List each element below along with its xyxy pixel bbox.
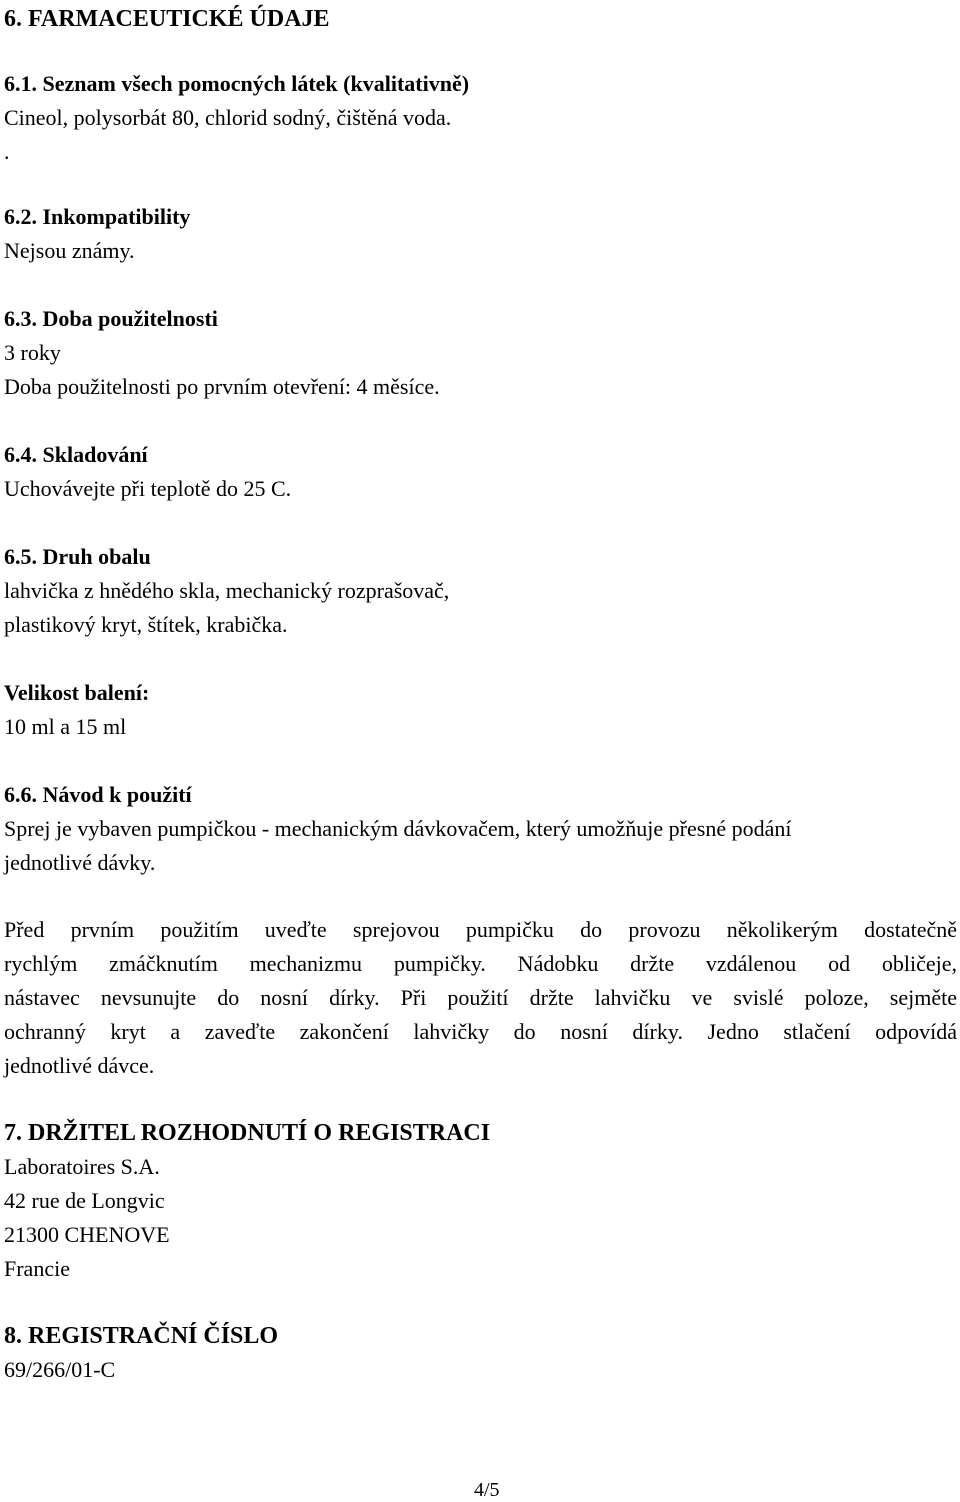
section-6-4-text: Uchovávejte při teplotě do 25 C.	[4, 476, 292, 501]
section-8-heading: 8. REGISTRAČNÍ ČÍSLO	[4, 1323, 279, 1349]
page-number: 4/5	[474, 1479, 500, 1501]
section-6-3-heading: 6.3. Doba použitelnosti	[4, 306, 218, 331]
section-6-5-heading: 6.5. Druh obalu	[4, 544, 151, 569]
pack-size-text: 10 ml a 15 ml	[4, 714, 127, 739]
section-6-6-p1-line2: jednotlivé dávky.	[4, 850, 156, 875]
holder-name: Laboratoires S.A.	[4, 1154, 160, 1179]
section-6-6-p2-line4: ochranný kryt a zaveďte zakončení lahvičky do nosní dírky. Jedno stlačení odpovídá	[4, 1019, 957, 1044]
section-6-5-line2: plastikový kryt, štítek, krabička.	[4, 612, 288, 637]
registration-number: 69/266/01-C	[4, 1357, 116, 1382]
section-6-6-p2-line2: rychlým zmáčknutím mechanizmu pumpičky. Nádobku držte vzdálenou od obličeje,	[4, 951, 957, 976]
section-6-6-p2-line3: nástavec nevsunujte do nosní dírky. Při použití držte lahvičku ve svislé poloze, sejměte	[4, 985, 957, 1010]
section-6-6-p1-line1: Sprej je vybaven pumpičkou - mechanickým dávkovačem, který umožňuje přesné podání	[4, 816, 792, 841]
section-6-6-p2-line1: Před prvním použitím uveďte sprejovou pumpičku do provozu několikerým dostatečně	[4, 917, 957, 942]
section-6-2-heading: 6.2. Inkompatibility	[4, 204, 191, 229]
section-6-6-heading: 6.6. Návod k použití	[4, 782, 192, 807]
holder-city: 21300 CHENOVE	[4, 1222, 170, 1247]
section-6-3-line1: 3 roky	[4, 340, 61, 365]
section-6-4-heading: 6.4. Skladování	[4, 442, 148, 467]
section-6-2-text: Nejsou známy.	[4, 238, 135, 263]
holder-country: Francie	[4, 1256, 70, 1281]
section-6-heading: 6. FARMACEUTICKÉ ÚDAJE	[4, 6, 330, 32]
section-7-heading: 7. DRŽITEL ROZHODNUTÍ O REGISTRACI	[4, 1120, 491, 1146]
section-6-1-dot: .	[4, 139, 10, 164]
section-6-1-heading: 6.1. Seznam všech pomocných látek (kvalitativně)	[4, 71, 470, 96]
section-6-6-p2-line5: jednotlivé dávce.	[4, 1053, 155, 1078]
holder-street: 42 rue de Longvic	[4, 1188, 165, 1213]
pack-size-heading: Velikost balení:	[4, 680, 150, 705]
section-6-5-line1: lahvička z hnědého skla, mechanický rozprašovač,	[4, 578, 450, 603]
section-6-1-text: Cineol, polysorbát 80, chlorid sodný, čištěná voda.	[4, 105, 452, 130]
section-6-3-line2: Doba použitelnosti po prvním otevření: 4 měsíce.	[4, 374, 440, 399]
